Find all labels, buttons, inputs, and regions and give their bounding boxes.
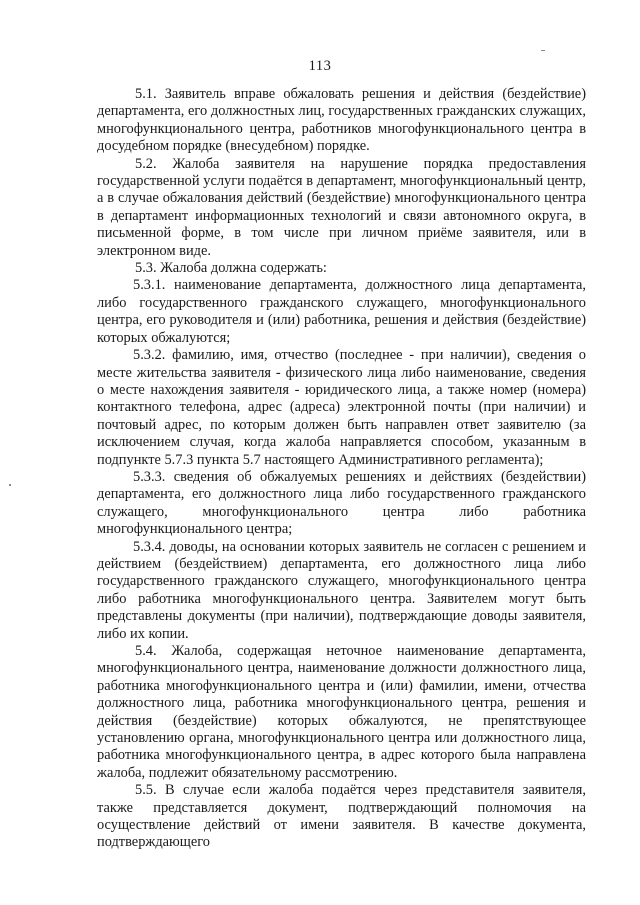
paragraph-5-3-4: 5.3.4. доводы, на основании которых заявитель не согласен с решением и действием (бездействием) департамента, его должностного лица либо государственного гражданского служащего, многофункционального центра либо работника многофункционального центра. Заявителем могут быть представлены документы (при наличии), подтверждающие доводы заявителя, либо их копии. [97, 538, 586, 642]
paragraph-5-1: 5.1. Заявитель вправе обжаловать решения и действия (бездействие) департамента, его должностных лиц, государственных гражданских служащих, многофункционального центра, работников многофункционального центра в досудебном порядке (внесудебном) порядке. [97, 86, 586, 155]
page-number: 113 [308, 58, 332, 74]
paragraph-5-3-3: 5.3.3. сведения об обжалуемых решениях и действиях (бездействии) департамента, его должностного лица либо государственного гражданского служащего, многофункционального центра либо работника многофункционального центра; [97, 468, 586, 538]
paragraph-5-4: 5.4. Жалоба, содержащая неточное наименование департамента, многофункционального центра, наименование должности должностного лица, работника многофункционального центра и (или) фамилии, имени, отчества должностного лица, работника многофункционального центра, решения и действия (бездействие) которых обжалуются, не препятствующее установлению органа, многофункционального центра или должностного лица, работника многофункционального центра, в адрес которого была направлена жалоба, подлежит обязательному рассмотрению. [97, 643, 586, 781]
scan-speck [9, 484, 11, 486]
paragraph-5-3-1: 5.3.1. наименование департамента, должностного лица департамента, либо государственного гражданского служащего, многофункционального центра, его руководителя и (или) работника, решения и действия (бездействие) которых обжалуются; [97, 277, 586, 346]
scan-mark [541, 50, 545, 51]
document-body [97, 86, 586, 852]
paragraph-5-3: 5.3. Жалоба должна содержать: [135, 260, 327, 277]
paragraph-5-3-2: 5.3.2. фамилию, имя, отчество (последнее - при наличии), сведения о месте жительства заявителя - физического лица либо наименование, сведения о месте нахождения заявителя - юридического лица, а также номер (номера) контактного телефона, адрес (адреса) электронной почты (при наличии) и почтовый адрес, по которым должен быть направлен ответ заявителю (за исключением случая, когда жалоба направляется способом, указанным в подпункте 5.7.3 пункта 5.7 настоящего Административного регламента); [97, 347, 586, 468]
paragraph-5-2: 5.2. Жалоба заявителя на нарушение порядка предоставления государственной услуги подаётся в департамент, многофункциональный центр, а в случае обжалования действий (бездействие) многофункционального центра в департамент информационных технологий и связи автономного округа, в письменной форме, в том числе при личном приёме заявителя, или в электронном виде. [97, 155, 586, 259]
paragraph-5-5: 5.5. В случае если жалоба подаётся через представителя заявителя, также представляется документ, подтверждающий полномочия на осуществление действий от имени заявителя. В качестве документа, подтверждающего [97, 782, 586, 851]
